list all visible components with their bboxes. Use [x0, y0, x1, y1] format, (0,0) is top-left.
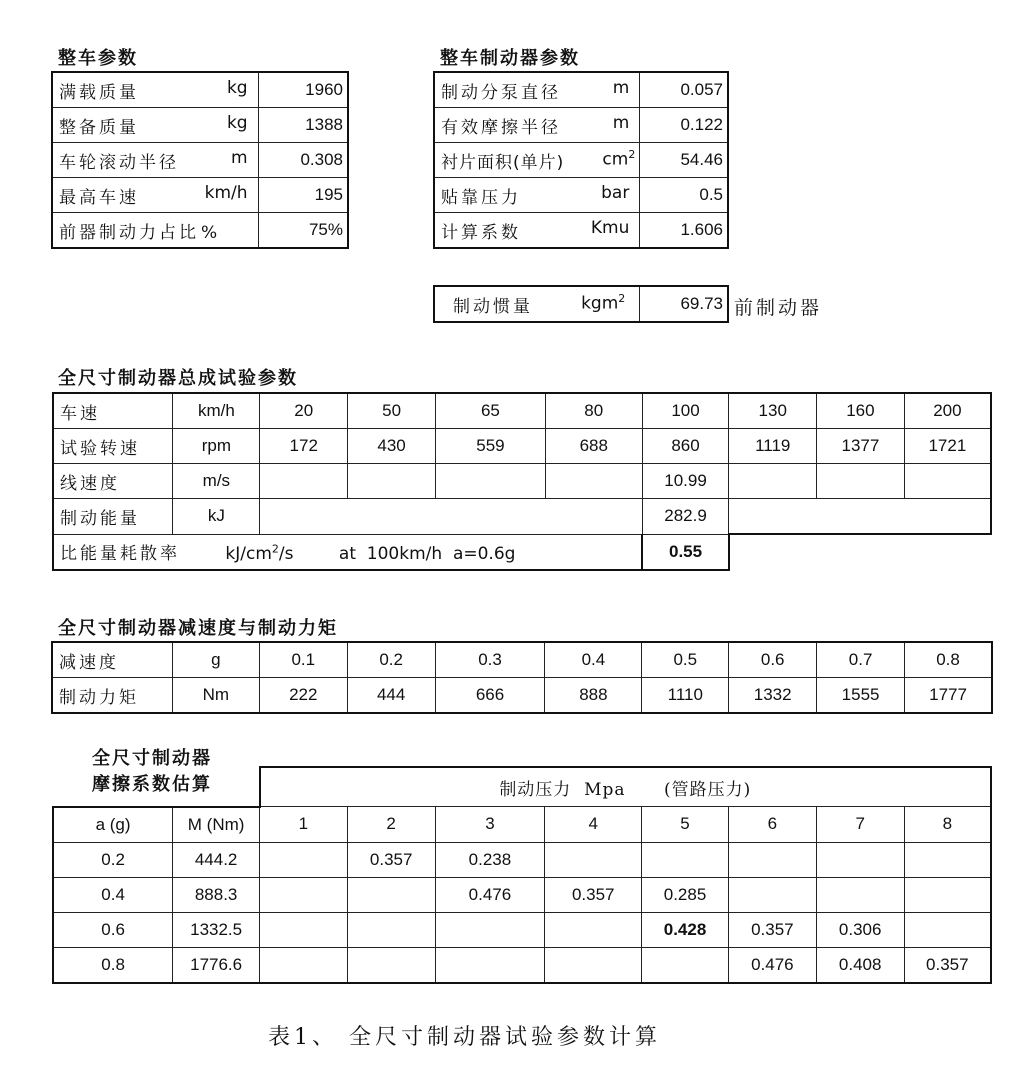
pressure-col-header: 6 [728, 807, 816, 843]
table-row [53, 178, 348, 213]
mu-cell [347, 947, 435, 983]
mu-cell [347, 877, 435, 912]
decel-torque-title: 全尺寸制动器减速度与制动力矩 [58, 618, 338, 639]
inertia-label: 制动惯量 kgm$^2$ [435, 287, 640, 322]
empty-cell [348, 464, 436, 499]
torque-cell: 1110 [642, 678, 729, 713]
table-row [53, 842, 991, 877]
column-header-row [53, 807, 991, 843]
torque-cell: 1555 [817, 678, 905, 713]
row-label: 制动力矩 [53, 678, 173, 713]
dissipation-value: 0.55 [642, 534, 729, 570]
mu-cell [435, 947, 545, 983]
speed-cell: 80 [545, 393, 642, 429]
friction-title-line2: 摩擦系数估算 [92, 774, 212, 795]
pressure-col-header: 2 [347, 807, 435, 843]
accel-cell: 0.2 [53, 842, 173, 877]
corner-spacer [53, 767, 260, 807]
mu-cell: 0.357 [347, 842, 435, 877]
table-row [435, 213, 728, 248]
row-unit: m/s [173, 464, 260, 499]
speed-cell: 50 [348, 393, 436, 429]
speed-cell: 130 [729, 393, 817, 429]
dyno-params-table [52, 392, 992, 571]
table-row [53, 393, 991, 429]
pressure-col-header: 3 [435, 807, 545, 843]
vehicle-params-title: 整车参数 [58, 48, 138, 69]
speed-cell: 200 [904, 393, 991, 429]
mu-cell [642, 947, 729, 983]
mu-cell [816, 842, 904, 877]
decel-cell: 0.2 [347, 643, 435, 678]
empty-cell [729, 534, 991, 570]
decel-cell: 0.8 [905, 643, 992, 678]
mu-cell: 0.476 [728, 947, 816, 983]
torque-cell: 666 [435, 678, 545, 713]
param-label: 贴靠压力 bar [435, 178, 640, 213]
friction-table [52, 766, 992, 984]
table-row [53, 643, 992, 678]
accel-cell: 0.6 [53, 912, 173, 947]
brake-params-table [434, 72, 728, 248]
row-label: 试验转速 [53, 429, 173, 464]
torque-cell: 888.3 [173, 877, 260, 912]
row-label: 减速度 [53, 643, 173, 678]
table-row [53, 143, 348, 178]
torque-cell: 888 [545, 678, 642, 713]
param-label: 整备质量 kg [53, 108, 259, 143]
decel-cell: 0.6 [729, 643, 817, 678]
param-value: 0.5 [640, 178, 728, 213]
empty-cell [436, 464, 546, 499]
mu-cell [545, 912, 642, 947]
brake-params-title: 整车制动器参数 [440, 48, 580, 69]
mu-cell: 0.238 [435, 842, 545, 877]
rpm-cell: 860 [642, 429, 729, 464]
empty-cell [729, 499, 991, 535]
torque-cell: 444 [347, 678, 435, 713]
table-row [53, 464, 991, 499]
empty-cell [904, 464, 991, 499]
mu-cell [904, 842, 991, 877]
param-value: 54.46 [640, 143, 728, 178]
decel-cell: 0.7 [817, 643, 905, 678]
mu-cell [904, 877, 991, 912]
torque-cell: 1332 [729, 678, 817, 713]
mu-cell: 0.408 [816, 947, 904, 983]
table-row [53, 534, 991, 570]
torque-cell: 1777 [905, 678, 992, 713]
table-row [435, 287, 728, 322]
rpm-cell: 1119 [729, 429, 817, 464]
mu-cell [260, 912, 348, 947]
front-brake-note: 前制动器 [734, 297, 823, 319]
param-value: 195 [258, 178, 347, 213]
torque-cell: 222 [259, 678, 347, 713]
table-row [53, 877, 991, 912]
table-row [435, 108, 728, 143]
pressure-col-header: 1 [260, 807, 348, 843]
rpm-cell: 1721 [904, 429, 991, 464]
table-caption: 表1、 全尺寸制动器试验参数计算 [268, 1025, 661, 1050]
dissipation-label: 比能量耗散率 $kJ/cm^2/s$ at 100km/h a=0.6g [53, 534, 642, 570]
mu-cell [728, 877, 816, 912]
table-row [435, 143, 728, 178]
mu-cell [260, 842, 348, 877]
row-unit: kJ [173, 499, 260, 535]
param-label: 制动分泵直径 m [435, 73, 640, 108]
mu-cell: 0.357 [904, 947, 991, 983]
row-label: 制动能量 [53, 499, 173, 535]
empty-cell [817, 464, 905, 499]
param-value: 0.122 [640, 108, 728, 143]
table-row [53, 429, 991, 464]
pressure-header: 制动压力 Mpa (管路压力) [260, 767, 991, 807]
speed-cell: 20 [260, 393, 348, 429]
mu-cell: 0.306 [816, 912, 904, 947]
row-unit: Nm [172, 678, 259, 713]
mu-cell: 0.357 [545, 877, 642, 912]
mu-cell [816, 877, 904, 912]
pressure-col-header: 4 [545, 807, 642, 843]
table-row [53, 678, 992, 713]
inertia-value: 69.73 [640, 287, 728, 322]
empty-cell [260, 464, 348, 499]
param-label: 计算系数 Kmu [435, 213, 640, 248]
torque-cell: 444.2 [173, 842, 260, 877]
speed-cell: 65 [436, 393, 546, 429]
mu-cell [642, 842, 729, 877]
table-row [53, 499, 991, 535]
decel-cell: 0.3 [435, 643, 545, 678]
empty-cell [729, 464, 817, 499]
mu-cell [347, 912, 435, 947]
row-unit: km/h [173, 393, 260, 429]
rpm-cell: 172 [260, 429, 348, 464]
rpm-cell: 688 [545, 429, 642, 464]
table-row [435, 178, 728, 213]
param-label: 前器制动力占比 % [53, 213, 259, 248]
param-label: 有效摩擦半径 m [435, 108, 640, 143]
table-row [53, 213, 348, 248]
mu-cell [904, 912, 991, 947]
mu-cell-highlight: 0.428 [642, 912, 729, 947]
table-row [435, 73, 728, 108]
param-label: 衬片面积(单片) $cm^2$ [435, 143, 640, 178]
torque-cell: 1776.6 [173, 947, 260, 983]
col-m-header: M (Nm) [173, 807, 260, 843]
vehicle-params-table [52, 72, 348, 248]
param-value: 1960 [258, 73, 347, 108]
mu-cell [728, 842, 816, 877]
row-unit: g [172, 643, 259, 678]
pressure-col-header: 5 [642, 807, 729, 843]
linear-speed-value: 10.99 [642, 464, 729, 499]
friction-title-line1: 全尺寸制动器 [92, 748, 212, 769]
row-unit: rpm [173, 429, 260, 464]
decel-cell: 0.1 [259, 643, 347, 678]
param-value: 0.057 [640, 73, 728, 108]
param-value: 0.308 [258, 143, 347, 178]
inertia-table [434, 286, 728, 322]
table-row [53, 108, 348, 143]
mu-cell [545, 842, 642, 877]
accel-cell: 0.8 [53, 947, 173, 983]
empty-cell [545, 464, 642, 499]
mu-cell: 0.476 [435, 877, 545, 912]
speed-cell: 100 [642, 393, 729, 429]
empty-cell [260, 499, 642, 535]
mu-cell [435, 912, 545, 947]
row-label: 车速 [53, 393, 173, 429]
brake-energy-value: 282.9 [642, 499, 729, 535]
table-row [53, 73, 348, 108]
decel-torque-table [52, 642, 992, 713]
col-a-header: a (g) [53, 807, 173, 843]
param-value: 1.606 [640, 213, 728, 248]
mu-cell [545, 947, 642, 983]
param-label: 满载质量 kg [53, 73, 259, 108]
rpm-cell: 1377 [817, 429, 905, 464]
decel-cell: 0.4 [545, 643, 642, 678]
mu-cell [260, 947, 348, 983]
dyno-params-title: 全尺寸制动器总成试验参数 [58, 368, 298, 389]
pressure-col-header: 7 [816, 807, 904, 843]
torque-cell: 1332.5 [173, 912, 260, 947]
rpm-cell: 430 [348, 429, 436, 464]
row-label: 线速度 [53, 464, 173, 499]
accel-cell: 0.4 [53, 877, 173, 912]
speed-cell: 160 [817, 393, 905, 429]
param-value: 1388 [258, 108, 347, 143]
mu-cell [260, 877, 348, 912]
param-label: 最高车速 km/h [53, 178, 259, 213]
table-row [53, 947, 991, 983]
mu-cell: 0.357 [728, 912, 816, 947]
pressure-col-header: 8 [904, 807, 991, 843]
decel-cell: 0.5 [642, 643, 729, 678]
rpm-cell: 559 [436, 429, 546, 464]
mu-cell: 0.285 [642, 877, 729, 912]
pressure-header-row [53, 767, 991, 807]
table-row [53, 912, 991, 947]
param-value: 75% [258, 213, 347, 248]
param-label: 车轮滚动半径 m [53, 143, 259, 178]
